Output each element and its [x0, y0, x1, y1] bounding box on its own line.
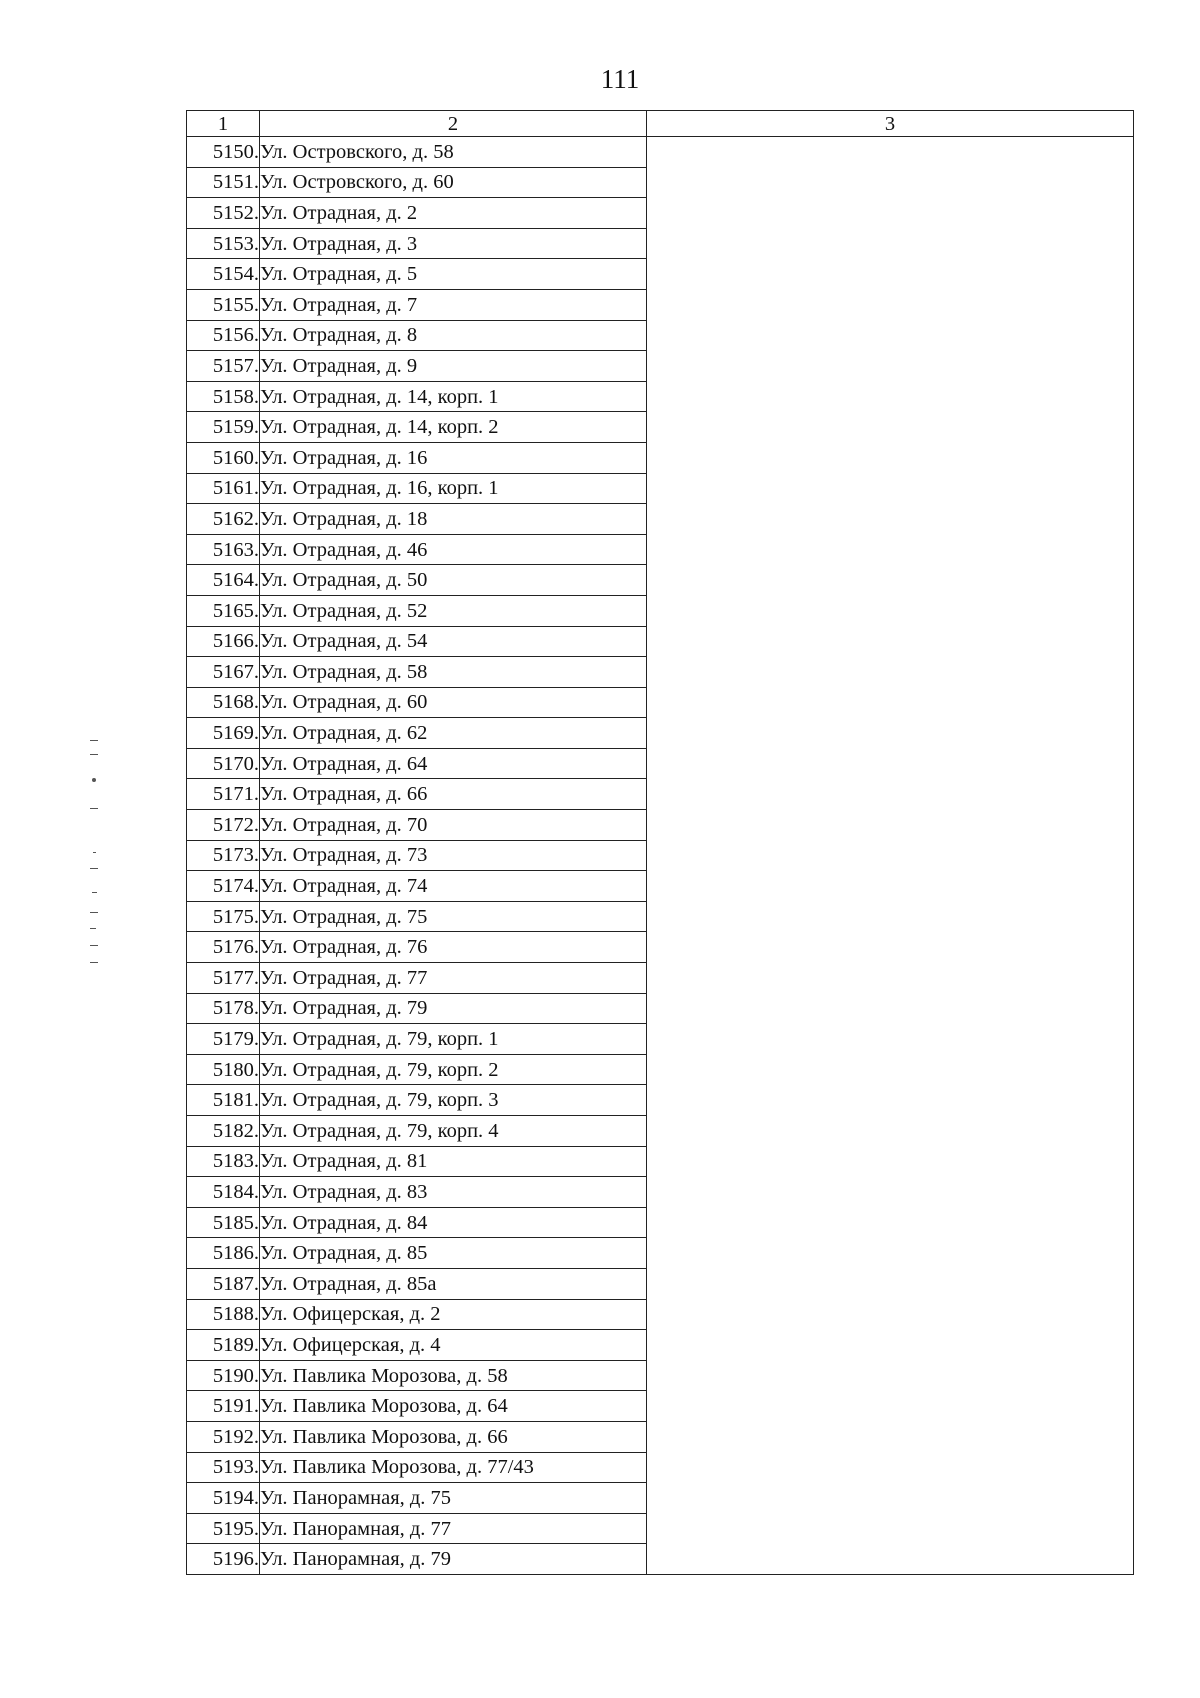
- row-number-cell: 5159.: [187, 412, 260, 443]
- row-number-cell: 5189.: [187, 1330, 260, 1361]
- address-cell: Ул. Отрадная, д. 76: [260, 932, 647, 963]
- row-number-cell: 5157.: [187, 351, 260, 382]
- row-number-cell: 5188.: [187, 1299, 260, 1330]
- row-number-cell: 5165.: [187, 595, 260, 626]
- row-number-cell: 5151.: [187, 167, 260, 198]
- row-number-cell: 5182.: [187, 1116, 260, 1147]
- address-cell: Ул. Отрадная, д. 5: [260, 259, 647, 290]
- row-number-cell: 5161.: [187, 473, 260, 504]
- row-number-cell: 5178.: [187, 993, 260, 1024]
- address-cell: Ул. Отрадная, д. 9: [260, 351, 647, 382]
- table-body: [187, 137, 1134, 1575]
- row-number-cell: 5190.: [187, 1360, 260, 1391]
- address-cell: Ул. Отрадная, д. 74: [260, 871, 647, 902]
- address-cell: Ул. Отрадная, д. 3: [260, 228, 647, 259]
- address-cell: Ул. Офицерская, д. 4: [260, 1330, 647, 1361]
- address-cell: Ул. Отрадная, д. 85а: [260, 1268, 647, 1299]
- row-number-cell: 5153.: [187, 228, 260, 259]
- row-number-cell: 5167.: [187, 657, 260, 688]
- address-cell: Ул. Отрадная, д. 62: [260, 718, 647, 749]
- row-number-cell: 5185.: [187, 1207, 260, 1238]
- address-cell: Ул. Павлика Морозова, д. 58: [260, 1360, 647, 1391]
- address-cell: Ул. Павлика Морозова, д. 77/43: [260, 1452, 647, 1483]
- table-header-row: [187, 111, 1134, 137]
- row-number-cell: 5180.: [187, 1054, 260, 1085]
- address-cell: Ул. Панорамная, д. 77: [260, 1513, 647, 1544]
- address-cell: Ул. Отрадная, д. 77: [260, 963, 647, 994]
- note-cell-empty: [647, 137, 1134, 1575]
- row-number-cell: 5179.: [187, 1024, 260, 1055]
- row-number-cell: 5156.: [187, 320, 260, 351]
- row-number-cell: 5173.: [187, 840, 260, 871]
- row-number-cell: 5164.: [187, 565, 260, 596]
- row-number-cell: 5175.: [187, 901, 260, 932]
- address-cell: Ул. Отрадная, д. 66: [260, 779, 647, 810]
- row-number-cell: 5174.: [187, 871, 260, 902]
- address-cell: Ул. Павлика Морозова, д. 66: [260, 1421, 647, 1452]
- address-cell: Ул. Островского, д. 60: [260, 167, 647, 198]
- address-cell: Ул. Отрадная, д. 60: [260, 687, 647, 718]
- column-header-note: 3: [647, 111, 1134, 137]
- address-cell: Ул. Отрадная, д. 81: [260, 1146, 647, 1177]
- address-cell: Ул. Отрадная, д. 84: [260, 1207, 647, 1238]
- row-number-cell: 5194.: [187, 1483, 260, 1514]
- address-table: [186, 110, 1134, 1575]
- address-cell: Ул. Отрадная, д. 8: [260, 320, 647, 351]
- row-number-cell: 5150.: [187, 137, 260, 168]
- row-number-cell: 5181.: [187, 1085, 260, 1116]
- address-cell: Ул. Отрадная, д. 64: [260, 748, 647, 779]
- address-cell: Ул. Отрадная, д. 79, корп. 2: [260, 1054, 647, 1085]
- address-cell: Ул. Отрадная, д. 50: [260, 565, 647, 596]
- row-number-cell: 5154.: [187, 259, 260, 290]
- row-number-cell: 5162.: [187, 504, 260, 535]
- row-number-cell: 5196.: [187, 1544, 260, 1575]
- row-number-cell: 5177.: [187, 963, 260, 994]
- row-number-cell: 5176.: [187, 932, 260, 963]
- row-number-cell: 5160.: [187, 442, 260, 473]
- binding-margin-marks: [84, 740, 104, 980]
- row-number-cell: 5187.: [187, 1268, 260, 1299]
- address-cell: Ул. Отрадная, д. 7: [260, 289, 647, 320]
- address-cell: Ул. Островского, д. 58: [260, 137, 647, 168]
- address-cell: Ул. Панорамная, д. 75: [260, 1483, 647, 1514]
- row-number-cell: 5191.: [187, 1391, 260, 1422]
- address-cell: Ул. Отрадная, д. 2: [260, 198, 647, 229]
- address-cell: Ул. Отрадная, д. 70: [260, 810, 647, 841]
- address-cell: Ул. Отрадная, д. 79, корп. 4: [260, 1116, 647, 1147]
- address-cell: Ул. Отрадная, д. 75: [260, 901, 647, 932]
- row-number-cell: 5163.: [187, 534, 260, 565]
- address-cell: Ул. Отрадная, д. 79: [260, 993, 647, 1024]
- address-cell: Ул. Отрадная, д. 46: [260, 534, 647, 565]
- row-number-cell: 5155.: [187, 289, 260, 320]
- row-number-cell: 5172.: [187, 810, 260, 841]
- row-number-cell: 5166.: [187, 626, 260, 657]
- address-cell: Ул. Панорамная, д. 79: [260, 1544, 647, 1575]
- row-number-cell: 5193.: [187, 1452, 260, 1483]
- row-number-cell: 5184.: [187, 1177, 260, 1208]
- row-number-cell: 5183.: [187, 1146, 260, 1177]
- address-cell: Ул. Отрадная, д. 16, корп. 1: [260, 473, 647, 504]
- address-cell: Ул. Отрадная, д. 54: [260, 626, 647, 657]
- address-cell: Ул. Отрадная, д. 79, корп. 1: [260, 1024, 647, 1055]
- address-cell: Ул. Отрадная, д. 52: [260, 595, 647, 626]
- row-number-cell: 5152.: [187, 198, 260, 229]
- address-cell: Ул. Отрадная, д. 58: [260, 657, 647, 688]
- row-number-cell: 5192.: [187, 1421, 260, 1452]
- address-cell: Ул. Отрадная, д. 14, корп. 2: [260, 412, 647, 443]
- column-header-number: 1: [187, 111, 260, 137]
- row-number-cell: 5195.: [187, 1513, 260, 1544]
- address-cell: Ул. Отрадная, д. 18: [260, 504, 647, 535]
- address-cell: Ул. Офицерская, д. 2: [260, 1299, 647, 1330]
- row-number-cell: 5170.: [187, 748, 260, 779]
- address-cell: Ул. Отрадная, д. 79, корп. 3: [260, 1085, 647, 1116]
- row-number-cell: 5169.: [187, 718, 260, 749]
- address-cell: Ул. Отрадная, д. 73: [260, 840, 647, 871]
- address-cell: Ул. Павлика Морозова, д. 64: [260, 1391, 647, 1422]
- column-header-address: 2: [260, 111, 647, 137]
- table-row: [187, 137, 1134, 168]
- row-number-cell: 5168.: [187, 687, 260, 718]
- row-number-cell: 5158.: [187, 381, 260, 412]
- row-number-cell: 5186.: [187, 1238, 260, 1269]
- row-number-cell: 5171.: [187, 779, 260, 810]
- address-cell: Ул. Отрадная, д. 14, корп. 1: [260, 381, 647, 412]
- page-number: 111: [600, 64, 640, 94]
- address-cell: Ул. Отрадная, д. 83: [260, 1177, 647, 1208]
- address-cell: Ул. Отрадная, д. 85: [260, 1238, 647, 1269]
- address-cell: Ул. Отрадная, д. 16: [260, 442, 647, 473]
